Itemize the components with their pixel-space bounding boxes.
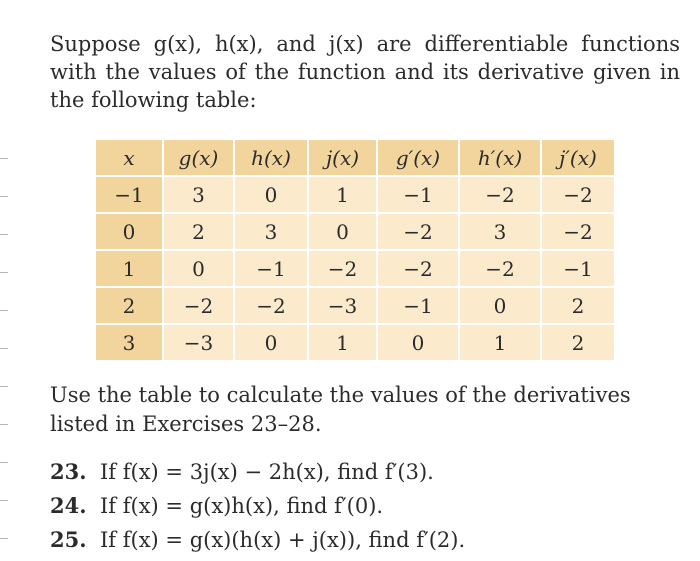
margin-ruler (0, 0, 12, 561)
header-cell-x: x (96, 140, 163, 176)
table-row (96, 324, 614, 360)
exercise-text: If f(x) = g(x)h(x), find f′(0). (100, 494, 384, 518)
table-cell: 3 (234, 213, 308, 250)
intro-paragraph: Suppose g(x), h(x), and j(x) are differentiable functions with the values of the function and its derivative given in the following table: (50, 32, 680, 112)
table-cell: −2 (459, 176, 541, 213)
exercise-number: 24. (50, 493, 87, 518)
table-cell: −2 (377, 250, 459, 287)
table-cell: 0 (234, 324, 308, 360)
table-cell: 0 (459, 287, 541, 324)
table-cell: 0 (377, 324, 459, 360)
table-cell: −1 (234, 250, 308, 287)
table-cell: −1 (377, 176, 459, 213)
table-cell: −2 (459, 250, 541, 287)
table-cell: 3 (459, 213, 541, 250)
exercise-number: 23. (50, 459, 87, 484)
instructions-paragraph: Use the table to calculate the values of the derivatives listed in Exercises 23–28. (50, 383, 631, 436)
table-cell: 0 (308, 213, 377, 250)
table-row (96, 176, 614, 213)
row-x-value: 0 (96, 213, 163, 250)
row-x-value: 3 (96, 324, 163, 360)
header-cell-h: h(x) (234, 140, 308, 176)
row-x-value: 2 (96, 287, 163, 324)
table-cell: 2 (163, 213, 234, 250)
table-cell: 1 (308, 176, 377, 213)
table-cell: 1 (459, 324, 541, 360)
table-cell: −2 (163, 287, 234, 324)
exercise-item (50, 489, 465, 523)
row-x-value: 1 (96, 250, 163, 287)
exercise-text: If f(x) = 3j(x) − 2h(x), find f′(3). (100, 460, 434, 484)
table-cell: 2 (541, 287, 614, 324)
exercise-item (50, 455, 465, 489)
table-cell: −3 (163, 324, 234, 360)
table-cell: −2 (234, 287, 308, 324)
table-cell: 2 (541, 324, 614, 360)
table-cell: −2 (541, 213, 614, 250)
table-cell: −2 (308, 250, 377, 287)
header-cell-j-prime: j′(x) (541, 140, 614, 176)
exercise-number: 25. (50, 527, 87, 552)
table-cell: 3 (163, 176, 234, 213)
table-row (96, 287, 614, 324)
table-header-row (96, 140, 614, 176)
table-cell: −3 (308, 287, 377, 324)
exercise-list (50, 455, 465, 557)
header-cell-g-prime: g′(x) (377, 140, 459, 176)
exercise-item (50, 523, 465, 557)
function-values-table (96, 140, 614, 360)
row-x-value: −1 (96, 176, 163, 213)
values-table-container (96, 140, 614, 360)
header-cell-g: g(x) (163, 140, 234, 176)
table-cell: 0 (234, 176, 308, 213)
table-cell: −2 (377, 213, 459, 250)
table-row (96, 250, 614, 287)
table-cell: −2 (541, 176, 614, 213)
table-cell: −1 (541, 250, 614, 287)
table-row (96, 213, 614, 250)
table-cell: 1 (308, 324, 377, 360)
table-cell: 0 (163, 250, 234, 287)
header-cell-j: j(x) (308, 140, 377, 176)
table-cell: −1 (377, 287, 459, 324)
header-cell-h-prime: h′(x) (459, 140, 541, 176)
exercise-text: If f(x) = g(x)(h(x) + j(x)), find f′(2). (100, 528, 466, 552)
